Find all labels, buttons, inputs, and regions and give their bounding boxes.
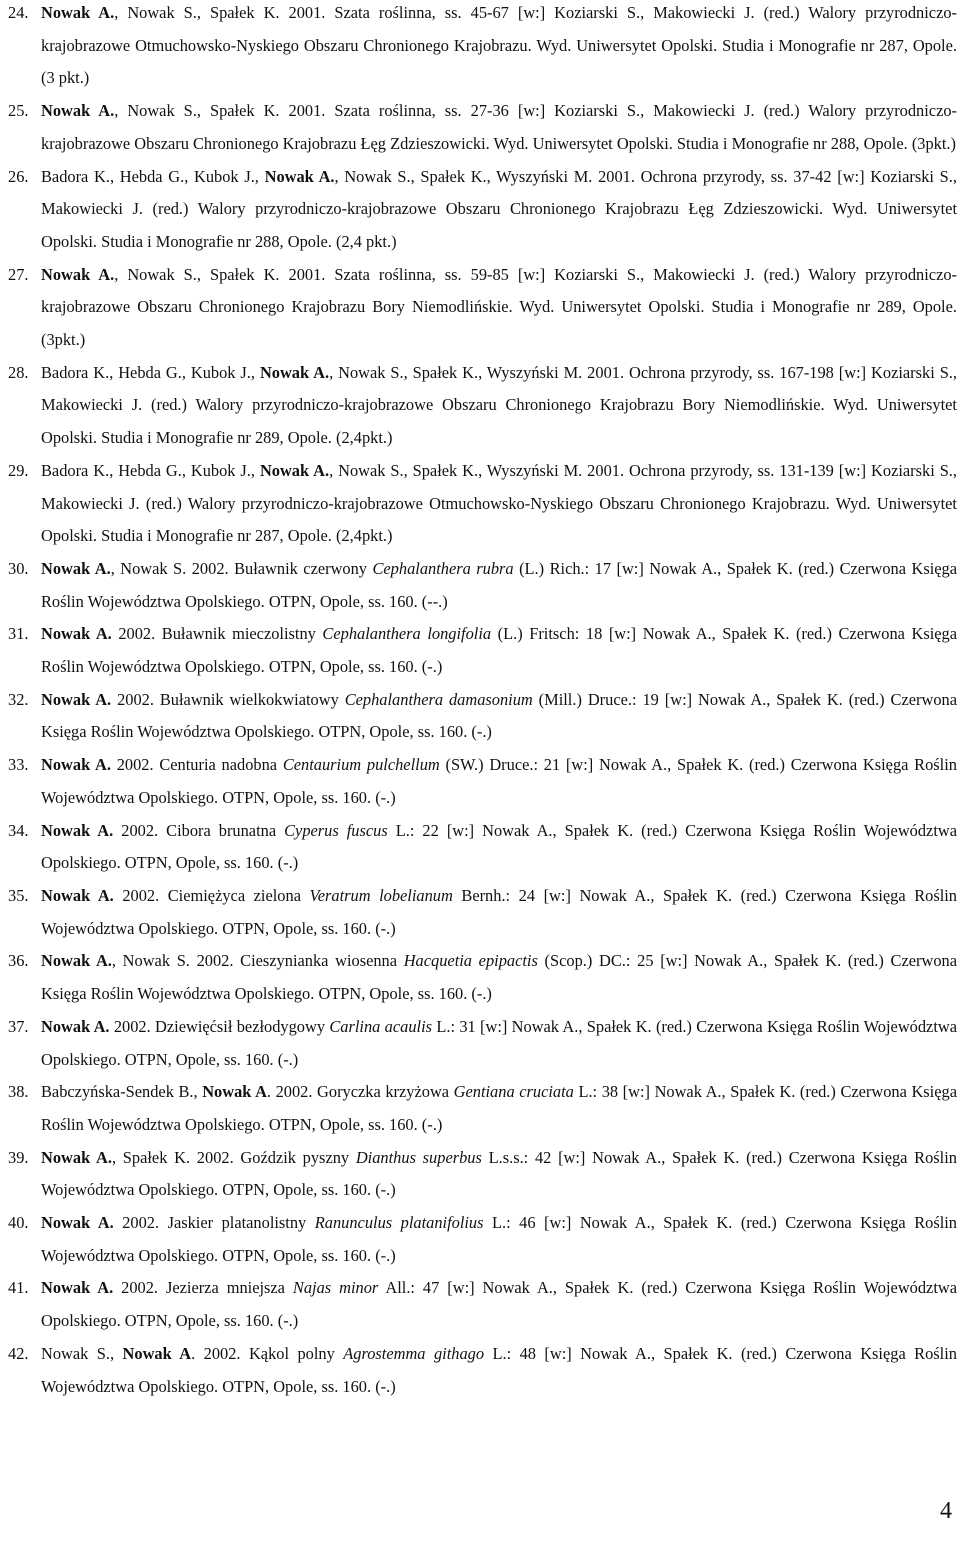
reference-item [8,1011,957,1076]
author-highlight: Nowak A. [259,362,330,382]
reference-number: 39. [8,1147,29,1167]
reference-segment: Babczyńska-Sendek B., [41,1082,203,1102]
reference-item [8,553,957,618]
page-number: 4 [940,1498,952,1524]
reference-segment: 2002. Cibora brunatna [113,820,285,840]
reference-number: 31. [8,624,29,644]
reference-text [41,1017,957,1069]
reference-segment: 2002. Jaskier platanolistny [113,1213,315,1233]
reference-item [8,161,957,259]
reference-segment: . 2002. Kąkol polny [191,1343,344,1363]
reference-item [8,357,957,455]
species-name: Agrostemma githago [343,1343,485,1363]
reference-text [41,363,957,447]
reference-number: 36. [8,951,29,971]
author-highlight: Nowak A [202,1082,267,1102]
reference-segment: (Scop.) DC.: 25 [w:] Nowak A., Spałek K. (red.) Czerwona Księga Roślin Województwa Opolskiego. OTPN, Opole, ss. 160. (-.) [41,951,957,1004]
reference-text [41,624,957,676]
author-highlight: Nowak A. [41,624,112,644]
reference-item [8,455,957,553]
reference-text [41,265,957,349]
reference-segment: (L.) Fritsch: 18 [w:] Nowak A., Spałek K. (red.) Czerwona Księga Roślin Województwa Opolskiego. OTPN, Opole, ss. 160. (-.) [41,624,958,677]
reference-number: 24. [8,3,29,22]
author-highlight: Nowak A. [41,558,111,578]
author-highlight: Nowak A. [41,1016,110,1036]
reference-number: 41. [8,1278,29,1298]
reference-text [41,559,957,611]
reference-number: 40. [8,1213,29,1233]
species-name: Najas minor [292,1278,379,1298]
reference-number: 28. [8,362,29,382]
reference-segment: (Mill.) Druce.: 19 [w:] Nowak A., Spałek K. (red.) Czerwona Księga Roślin Województwa Opolskiego. OTPN, Opole, ss. 160. (-.) [41,689,958,742]
reference-segment: (L.) Rich.: 17 [w:] Nowak A., Spałek K. (red.) Czerwona Księga Roślin Województwa Opolskiego. OTPN, Opole, ss. 160. (--.) [41,558,958,611]
reference-segment: , Nowak S. 2002. Buławnik czerwony [110,558,373,578]
reference-number: 34. [8,820,29,840]
reference-item [8,95,957,160]
author-highlight: Nowak A. [41,3,115,22]
species-name: Centaurium pulchellum [282,755,440,775]
species-name: Ranunculus platanifolius [314,1213,484,1233]
reference-number: 29. [8,460,29,480]
reference-segment: L.: 46 [w:] Nowak A., Spałek K. (red.) Czerwona Księga Roślin Województwa Opolskiego. OTPN, Opole, ss. 160. (-.) [41,1213,957,1265]
reference-item [8,0,957,95]
reference-text [41,461,957,545]
reference-segment: (SW.) Druce.: 21 [w:] Nowak A., Spałek K. (red.) Czerwona Księga Roślin Województwa Opolskiego. OTPN, Opole, ss. 160. (-.) [41,755,957,807]
reference-segment: 2002. Buławnik mieczolistny [111,624,323,644]
reference-item [8,815,957,880]
reference-number: 25. [8,101,29,121]
reference-item [8,1272,957,1337]
reference-segment: , Nowak S., Spałek K. 2001. Szata roślinna, ss. 27-36 [w:] Koziarski S., Makowiecki J. (red.) Walory przyrodniczo-krajobrazowe Obszaru Chronionego Krajobrazu Łęg Zdzieszowicki. Wyd. Uniwersytet Opolski. Studia i Monografie nr 288, Opole. (3pkt.) [41,101,957,153]
species-name: Cephalanthera rubra [372,558,514,578]
reference-segment: , Nowak S., Spałek K. 2001. Szata roślinna, ss. 45-67 [w:] Koziarski S., Makowiecki J. (red.) Walory przyrodniczo-krajobrazowe Otmuchowsko-Nyskiego Obszaru Chronionego Krajobrazu. Wyd. Uniwersytet Opolski. Studia i Monografie nr 287, Opole. (3 pkt.) [41,3,957,88]
reference-item [8,1142,957,1207]
reference-segment: Badora K., Hebda G., Kubok J., [41,460,260,480]
author-highlight: Nowak A. [259,460,330,480]
reference-text [41,951,957,1003]
reference-segment: 2002. Dziewięćsił bezłodygowy [109,1016,330,1036]
reference-number: 33. [8,755,29,775]
author-highlight: Nowak A. [41,1278,114,1298]
reference-text [41,1344,957,1396]
reference-number: 26. [8,166,29,186]
reference-segment: L.: 38 [w:] Nowak A., Spałek K. (red.) Czerwona Księga Roślin Województwa Opolskiego. OTPN, Opole, ss. 160. (-.) [41,1082,957,1134]
reference-item [8,749,957,814]
reference-segment: , Nowak S. 2002. Cieszynianka wiosenna [111,951,404,971]
author-highlight: Nowak A. [41,1147,112,1167]
species-name: Veratrum lobelianum [309,885,453,905]
reference-segment: , Nowak S., Spałek K., Wyszyński M. 2001. Ochrona przyrody, ss. 37-42 [w:] Koziarski S., Makowiecki J. (red.) Walory przyrodniczo-krajobrazowe Obszaru Chronionego Krajobrazu Łęg Zdzieszowicki. Wyd. Uniwersytet Opolski. Studia i Monografie nr 288, Opole. (2,4 pkt.) [41,166,957,251]
reference-text [41,1148,957,1200]
species-name: Cyperus fuscus [284,820,388,840]
species-name: Dianthus superbus [355,1147,482,1167]
reference-segment: Badora K., Hebda G., Kubok J., [41,362,260,382]
reference-text [41,690,957,742]
reference-segment: Nowak S., [41,1343,123,1363]
species-name: Carlina acaulis [329,1016,433,1036]
reference-item [8,1076,957,1141]
reference-segment: Badora K., Hebda G., Kubok J., [41,166,265,186]
species-name: Cephalanthera longifolia [322,624,492,644]
reference-text [41,167,957,251]
reference-item [8,259,957,357]
author-highlight: Nowak A. [41,101,115,121]
reference-item [8,684,957,749]
author-highlight: Nowak A. [41,820,114,840]
reference-text [41,821,957,873]
author-highlight: Nowak A. [41,264,115,284]
reference-text [41,1278,957,1330]
reference-segment: , Nowak S., Spałek K., Wyszyński M. 2001. Ochrona przyrody, ss. 167-198 [w:] Koziarski S., Makowiecki J. (red.) Walory przyrodniczo-krajobrazowe Obszaru Chronionego Krajobrazu Bory Niemodlińskie. Wyd. Uniwersytet Opolski. Studia i Monografie nr 289, Opole. (2,4pkt.) [41,362,958,448]
reference-text [41,755,957,807]
reference-segment: Bernh.: 24 [w:] Nowak A., Spałek K. (red.) Czerwona Księga Roślin Województwa Opolskiego. OTPN, Opole, ss. 160. (-.) [41,885,958,938]
reference-item [8,1338,957,1403]
species-name: Cephalanthera damasonium [344,689,533,709]
reference-text [41,1213,957,1265]
species-name: Hacquetia epipactis [403,951,538,971]
reference-item [8,880,957,945]
reference-segment: All.: 47 [w:] Nowak A., Spałek K. (red.) Czerwona Księga Roślin Województwa Opolskiego. OTPN, Opole, ss. 160. (-.) [41,1278,958,1331]
reference-text [41,1082,957,1134]
reference-item [8,618,957,683]
reference-list [8,0,957,1403]
reference-text [41,3,957,87]
reference-segment: , Nowak S., Spałek K. 2001. Szata roślinna, ss. 59-85 [w:] Koziarski S., Makowiecki J. (red.) Walory przyrodniczo-krajobrazowe Obszaru Chronionego Krajobrazu Bory Niemodlińskie. Wyd. Uniwersytet Opolski. Studia i Monografie nr 289, Opole. (3pkt.) [41,264,957,350]
author-highlight: Nowak A. [41,689,112,709]
reference-text [41,101,957,153]
reference-segment: 2002. Ciemiężyca zielona [113,885,310,905]
author-highlight: Nowak A. [264,166,335,186]
reference-number: 38. [8,1082,29,1102]
reference-item [8,1207,957,1272]
reference-number: 35. [8,885,29,905]
reference-number: 37. [8,1016,29,1036]
reference-segment: L.: 48 [w:] Nowak A., Spałek K. (red.) Czerwona Księga Roślin Województwa Opolskiego. OTPN, Opole, ss. 160. (-.) [41,1343,957,1396]
author-highlight: Nowak A. [41,755,111,775]
reference-item [8,945,957,1010]
author-highlight: Nowak A. [41,951,112,971]
reference-segment: , Spałek K. 2002. Goździk pyszny [111,1147,356,1167]
author-highlight: Nowak A [122,1343,192,1363]
author-highlight: Nowak A. [41,885,114,905]
author-highlight: Nowak A. [41,1213,114,1233]
reference-number: 42. [8,1343,29,1363]
reference-number: 30. [8,558,29,578]
reference-segment: 2002. Jezierza mniejsza [113,1278,293,1298]
reference-segment: L.s.s.: 42 [w:] Nowak A., Spałek K. (red.) Czerwona Księga Roślin Województwa Opolskiego. OTPN, Opole, ss. 160. (-.) [41,1147,957,1200]
reference-number: 32. [8,689,29,709]
reference-segment: 2002. Buławnik wielkokwiatowy [111,689,345,709]
reference-segment: . 2002. Goryczka krzyżowa [266,1082,454,1102]
reference-number: 27. [8,264,29,284]
reference-text [41,886,957,938]
reference-segment: L.: 31 [w:] Nowak A., Spałek K. (red.) Czerwona Księga Roślin Województwa Opolskiego. OTPN, Opole, ss. 160. (-.) [41,1016,957,1069]
species-name: Gentiana cruciata [453,1082,574,1102]
reference-segment: 2002. Centuria nadobna [110,755,283,775]
reference-segment: L.: 22 [w:] Nowak A., Spałek K. (red.) Czerwona Księga Roślin Województwa Opolskiego. OTPN, Opole, ss. 160. (-.) [41,820,957,873]
reference-segment: , Nowak S., Spałek K., Wyszyński M. 2001. Ochrona przyrody, ss. 131-139 [w:] Koziarski S., Makowiecki J. (red.) Walory przyrodniczo-krajobrazowe Otmuchowsko-Nyskiego Obszaru Chronionego Krajobrazu. Wyd. Uniwersytet Opolski. Studia i Monografie nr 287, Opole. (2,4pkt.) [41,460,958,546]
